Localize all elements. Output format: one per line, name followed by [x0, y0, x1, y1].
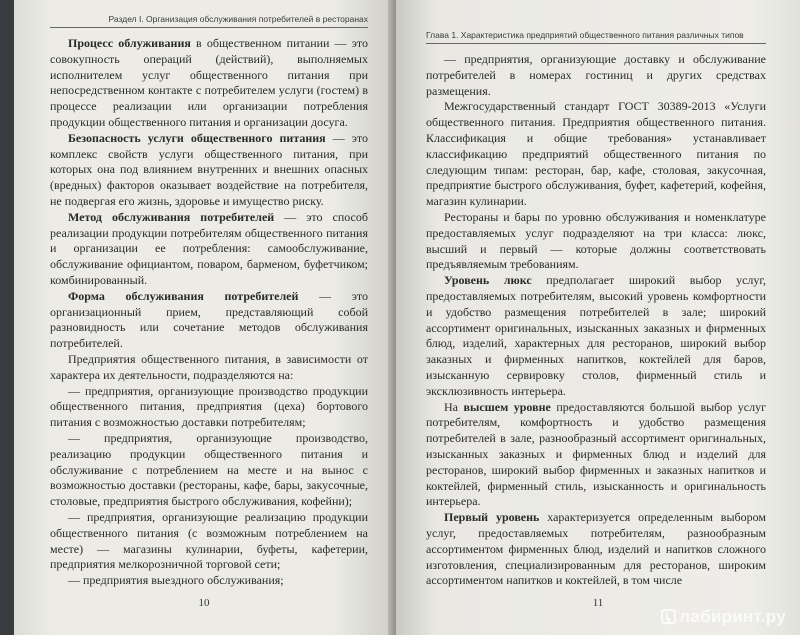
- paragraph: [426, 99, 766, 210]
- term-bold: Процесс облуживания: [68, 36, 191, 50]
- paragraph: [50, 210, 368, 289]
- term-bold: Форма обслуживания потребителей: [68, 288, 299, 303]
- page-number-left: 10: [198, 597, 210, 609]
- paragraph-text: Межгосударственный стандарт ГОСТ 30389-2013 «Услуги общественного питания. Предприятия общественного питания. Классификация и общие требования» устанавливает классификацию предприятий общественного питания по следующим типам: ресторан, бар, кафе, столовая, закусочная, предприятие быстрого обслуживания, буфет, кафетерий, кофейня, магазин кулинарии.: [426, 99, 766, 209]
- watermark-text: лабиринт.ру: [679, 607, 786, 626]
- paragraph: [50, 36, 368, 131]
- paragraph-text: — предприятия выездного обслуживания;: [68, 573, 284, 588]
- paragraph-text: предоставляются большой выбор услуг потребителям, комфортность и удобство размещения потребителей в зале, разнообразный ассортимент оригинальных, изысканных заказных и фирменных блюд и изделий для ресторанов, широкий выбор фирменных и заказных напитков и коктейлей, фирменный стиль, изысканность и оригинальность интерьера.: [426, 399, 766, 509]
- paragraph: [50, 573, 368, 589]
- paragraph: [426, 400, 766, 511]
- paragraph-text: характеризуется определенным выбором услуг, предоставляемых потребителям, разнообразным ассортиментом фирменных блюд, изделий и напитков сложного изготовления, специализированным для ресторанов, широким ассортиментом напитков и коктейлей, в том числе: [426, 510, 766, 588]
- paragraph-text: Рестораны и бары по уровню обслуживания и номенклатуре предоставляемых услуг подразделяют на три класса: люкс, высший и первый — которые должны соответствовать предъявляемым требованиям.: [426, 209, 766, 272]
- paragraph-text: в общественном питании — это совокупность операций (действий), выполняемых исполнителем услуг общественного питания при непосредственном контакте с потребителем услуги (гостем) в процессе реализации или организации потребления продукции общественного питания и организации досуга.: [50, 36, 368, 129]
- paragraph: [50, 510, 368, 573]
- page-number-right: 11: [592, 597, 604, 609]
- paragraph-text: — это способ реализации продукции потребителям общественного питания и организации ее потребления: самообслуживание, обслуживание официантом, поваром, барменом, буфетчиком; комбинированный.: [50, 209, 368, 287]
- paragraph: [50, 352, 368, 384]
- right-page: [396, 0, 800, 635]
- paragraph-text: Предприятия общественного питания, в зависимости от характера их деятельности, подразделяются на:: [50, 351, 368, 382]
- paragraph-text: — это комплекс свойств услуги общественного питания, при которых она под влиянием внутренних и внешних опасных (вредных) факторов оказывает воздействие на потребителя, не подвергая его жизнь, здоровье и имущество риску.: [50, 130, 368, 208]
- paragraph: [426, 510, 766, 589]
- paragraph: [426, 52, 766, 99]
- paragraph-text: — это организационный прием, представляющий собой разновидность или сочетание методов обслуживания потребителей.: [50, 288, 368, 351]
- left-page-body: [50, 36, 368, 589]
- paragraph: [426, 210, 766, 273]
- left-page: [14, 0, 394, 635]
- paragraph-text: — предприятия, организующие производство, реализацию продукции общественного питания и обслуживание с потреблением на месте и на вынос с возможностью доставки (рестораны, кафе, бары, закусочные, столовые, предприятия быстрого обслуживания, кофейни);: [50, 430, 368, 509]
- paragraph-text: предполагает широкий выбор услуг, предоставляемых потребителям, высокий уровень комфортности и удобство размещения потребителей в зале; широкий ассортимент оригинальных, изысканных заказных и фирменных блюд, изделий, характерных для ресторанов, широкий выбор заказных и фирменных напитков, коктейлей для баров, изысканную сервировку столов, фирменный стиль и эксклюзивность интерьера.: [426, 273, 766, 398]
- labirint-logo-icon: [661, 609, 676, 624]
- term-bold: Безопасность услуги общественного питания: [68, 130, 326, 145]
- paragraph: [50, 131, 368, 210]
- term-bold: Первый уровень: [444, 510, 540, 525]
- term-bold: Уровень люкс: [444, 273, 532, 288]
- right-page-body: [426, 52, 766, 589]
- paragraph: [426, 273, 766, 399]
- term-bold: Метод обслуживания потребителей: [68, 209, 275, 224]
- paragraph: [50, 289, 368, 352]
- paragraph-text: — предприятия, организующие доставку и обслуживание потребителей в номерах гостиниц и других средствах размещения.: [426, 52, 766, 98]
- paragraph-text: — предприятия, организующие реализацию продукции общественного питания (с возможным потреблением на месте) — магазины кулинарии, буфеты, кафетерии, предприятия мелкорозничной торговой сети;: [50, 509, 368, 572]
- paragraph: [50, 431, 368, 510]
- paragraph: [50, 384, 368, 431]
- running-head-left: Раздел I. Организация обслуживания потребителей в ресторанах: [50, 14, 368, 28]
- term-bold: высшем уровне: [463, 399, 551, 414]
- labirint-watermark: [661, 607, 786, 627]
- running-head-right: Глава 1. Характеристика предприятий общественного питания различных типов: [426, 30, 766, 44]
- paragraph-text: — предприятия, организующие производство продукции общественного питания, предприятия (цеха) бортового питания с возможностью доставки потребителям;: [50, 383, 368, 430]
- paragraph-text: На: [444, 399, 464, 414]
